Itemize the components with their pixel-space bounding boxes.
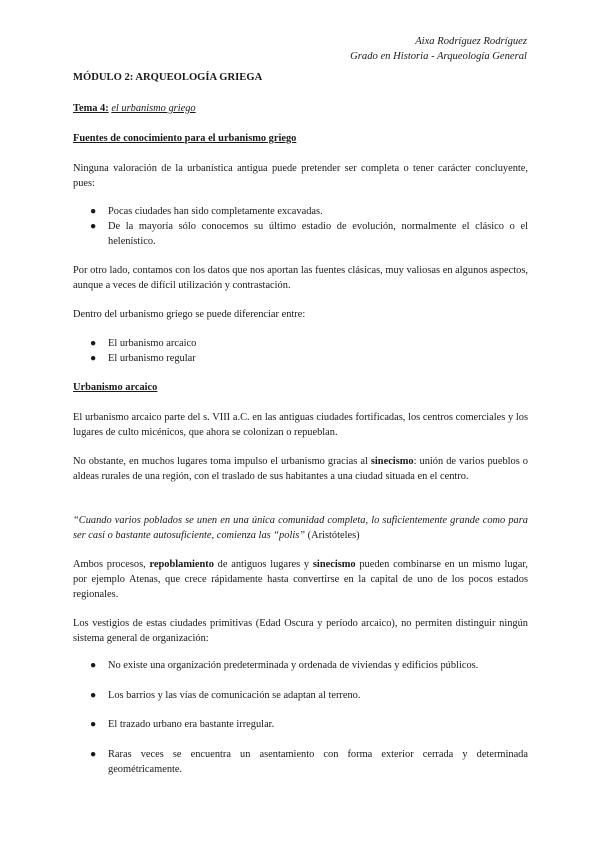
paragraph-synoecism: No obstante, en muchos lugares toma impulso el urbanismo gracias al sinecismo: unión de varios pueblos o aldeas rurales de una región, con el traslado de sus habitantes a una ciudad situada en el centro. xyxy=(73,456,528,482)
term-synoecism: sinecismo xyxy=(370,456,414,467)
section-heading-sources: Fuentes de conocimiento para el urbanismo griego xyxy=(73,133,297,144)
quote-aristotle xyxy=(73,513,528,543)
course-name: Grado en Historia - Arqueología General xyxy=(350,51,527,62)
list-item: ● El urbanismo regular xyxy=(90,353,196,364)
urbanism-types-list xyxy=(73,336,528,366)
list-item: ● El trazado urbano era bastante irregular. xyxy=(90,719,275,730)
term-synoecism-2: sinecismo xyxy=(312,559,356,570)
list-item: ● El urbanismo arcaico xyxy=(90,338,197,349)
list-item: ● De la mayoría sólo conocemos su último estadio de evolución, normalmente el clásico o el helenístico. xyxy=(90,221,528,247)
paragraph-sources: Por otro lado, contamos con los datos que nos aportan las fuentes clásicas, muy valiosas en algunos aspectos, aunque a veces de difícil utilización y contrastación. xyxy=(73,265,528,291)
topic-title xyxy=(73,101,528,116)
topic-name: el urbanismo griego xyxy=(111,103,196,114)
list-item: ● Raras veces se encuentra un asentamiento con forma exterior cerrada y determinada geométricamente. xyxy=(90,749,528,775)
section-heading-archaic: Urbanismo arcaico xyxy=(73,382,158,393)
paragraph-processes: Ambos procesos, repoblamiento de antiguos lugares y sinecismo pueden combinarse en un mismo lugar, por ejemplo Atenas, que crece rápidamente hasta convertirse en la capital de uno de los pocos estados regionales. xyxy=(73,559,528,600)
paragraph-types-intro: Dentro del urbanismo griego se puede diferenciar entre: xyxy=(73,309,306,320)
features-list xyxy=(73,658,528,777)
list-item: ● No existe una organización predeterminada y ordenada de viviendas y edificios públicos. xyxy=(90,660,479,671)
author-name: Aixa Rodríguez Rodríguez xyxy=(415,36,527,47)
paragraph-intro: Ninguna valoración de la urbanística antigua puede pretender ser completa o tener carácter concluyente, pues: xyxy=(73,163,528,189)
list-item: ● Pocas ciudades han sido completamente excavadas. xyxy=(90,206,323,217)
topic-label: Tema 4: xyxy=(73,103,109,114)
module-title: MÓDULO 2: ARQUEOLOGÍA GRIEGA xyxy=(73,72,263,83)
sources-list xyxy=(73,204,528,249)
paragraph-archaic-origin: El urbanismo arcaico parte del s. VIII a.C. en las antiguas ciudades fortificadas, los centros comerciales y los lugares de culto micénicos, que ahora se colonizan o repueblan. xyxy=(73,412,528,438)
list-item: ● Los barrios y las vías de comunicación se adaptan al terreno. xyxy=(90,690,361,701)
paragraph-vestiges: Los vestigios de estas ciudades primitivas (Edad Oscura y período arcaico), no permiten distinguir ningún sistema general de organización: xyxy=(73,618,528,644)
term-repopulation: repoblamiento xyxy=(149,559,214,570)
page-header xyxy=(350,34,527,64)
quote-author: (Aristóteles) xyxy=(305,530,360,541)
quote-text: “Cuando varios poblados se unen en una única comunidad completa, lo suficientemente grande como para ser casi o bastante autosuficiente, comienza las “polis” xyxy=(73,515,528,541)
